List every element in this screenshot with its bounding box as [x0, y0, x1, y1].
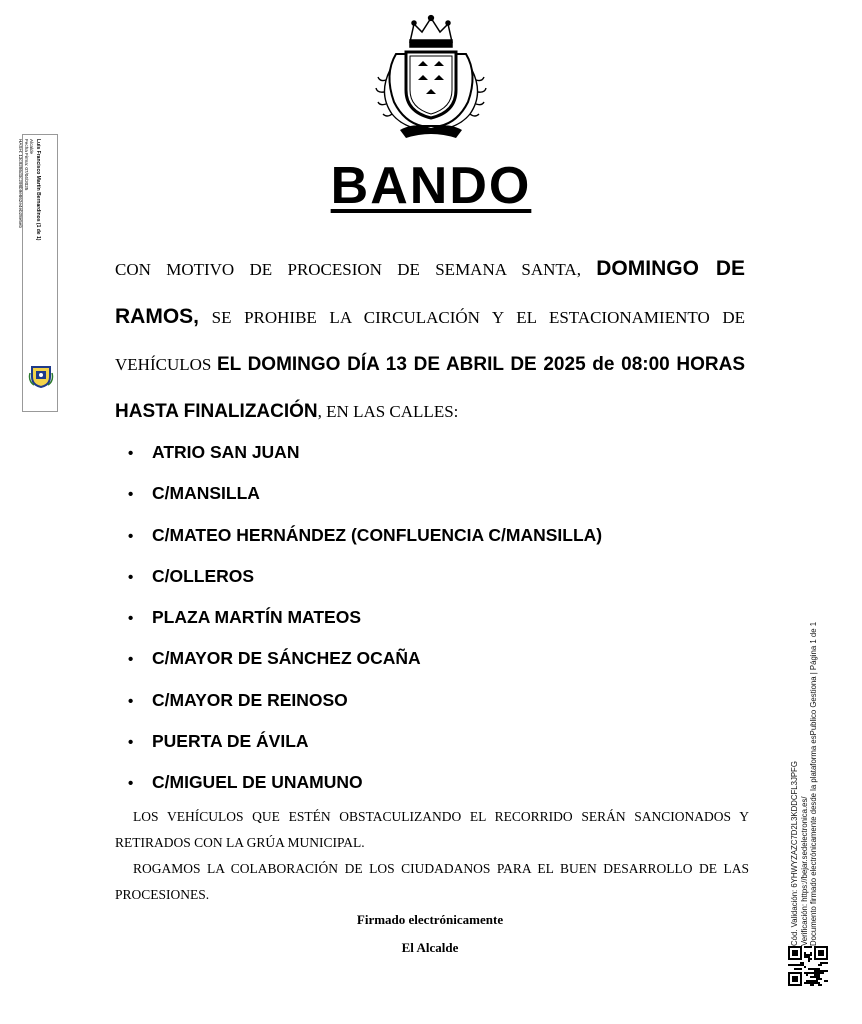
list-item: • ATRIO SAN JUAN: [128, 434, 602, 475]
intro-text-1: CON MOTIVO DE PROCESION DE SEMANA SANTA,: [115, 260, 581, 279]
list-item: • PUERTA DE ÁVILA: [128, 723, 602, 764]
list-item: • C/MAYOR DE SÁNCHEZ OCAÑA: [128, 640, 602, 681]
collaboration-paragraph: ROGAMOS LA COLABORACIÓN DE LOS CIUDADANOS PARA EL BUEN DESARROLLO DE LAS PROCESIONES.: [115, 861, 749, 902]
intro-text-3: , EN LAS CALLES:: [317, 402, 459, 421]
signer-title: El Alcalde: [401, 940, 459, 955]
intro-bold-2: EL DOMINGO DÍA 13 DE ABRIL DE 2025 de 08:00 HORAS HASTA FINALIZACIÓN: [115, 354, 746, 422]
validation-code: Cód. Validación: 6YHWYZAZC7D2L3KDDCFL3JPFG: [790, 761, 799, 946]
signature-stamp-text: [18, 139, 40, 349]
bullet-icon: •: [128, 651, 134, 669]
list-item: • PLAZA MARTÍN MATEOS: [128, 599, 602, 640]
bullet-icon: •: [128, 775, 134, 793]
validation-text: [790, 621, 819, 946]
bullet-icon: •: [128, 527, 134, 545]
list-item: • C/MIGUEL DE UNAMUNO: [128, 764, 602, 805]
bullet-icon: •: [128, 692, 134, 710]
crown-icon: [410, 16, 452, 47]
page-title: BANDO: [330, 157, 532, 215]
list-item: • C/MATEO HERNÁNDEZ (CONFLUENCIA C/MANSILLA): [128, 517, 602, 558]
verification-url: Verificación: https://bejar.sedelectronica.es/: [799, 796, 809, 946]
stamp-hash: HASH: 13c9286d3c298b9e862e4eb28e5eb: [18, 139, 24, 228]
stamp-signer-name: Luis Francisco Martín Bernardinos (1 de 1): [35, 139, 41, 241]
street-list: [128, 434, 602, 806]
signature-line: Firmado electrónicamente: [356, 912, 504, 927]
bullet-icon: •: [128, 734, 134, 752]
intro-bold-1: DOMINGO DE RAMOS,: [115, 257, 745, 328]
list-item: • C/MAYOR DE REINOSO: [128, 682, 602, 723]
coat-of-arms-seal: [364, 14, 498, 142]
list-item: • C/MANSILLA: [128, 475, 602, 516]
bullet-icon: •: [128, 568, 134, 586]
bullet-icon: •: [128, 445, 134, 462]
qr-code-icon: [788, 946, 828, 986]
intro-text-2: SE PROHIBE LA CIRCULACIÓN Y EL ESTACIONAMIENTO DE VEHÍCULOS: [115, 308, 745, 374]
list-item: • C/OLLEROS: [128, 558, 602, 599]
bullet-icon: •: [128, 610, 134, 628]
intro-paragraph: [115, 245, 745, 435]
stamp-role: Alcalde: [29, 139, 35, 155]
bullet-icon: •: [128, 486, 134, 504]
municipal-logo-icon: [28, 363, 54, 389]
sanction-paragraph: LOS VEHÍCULOS QUE ESTÉN OBSTACULIZANDO EL RECORRIDO SERÁN SANCIONADOS Y RETIRADOS CON LA GRÚA MUNICIPAL.: [115, 809, 749, 850]
document-notice: Documento firmado electrónicamente desde la plataforma esPublico Gestiona | Página 1 de 1: [809, 621, 818, 946]
stamp-date: Fecha Firma: 07/04/2025: [24, 139, 29, 191]
